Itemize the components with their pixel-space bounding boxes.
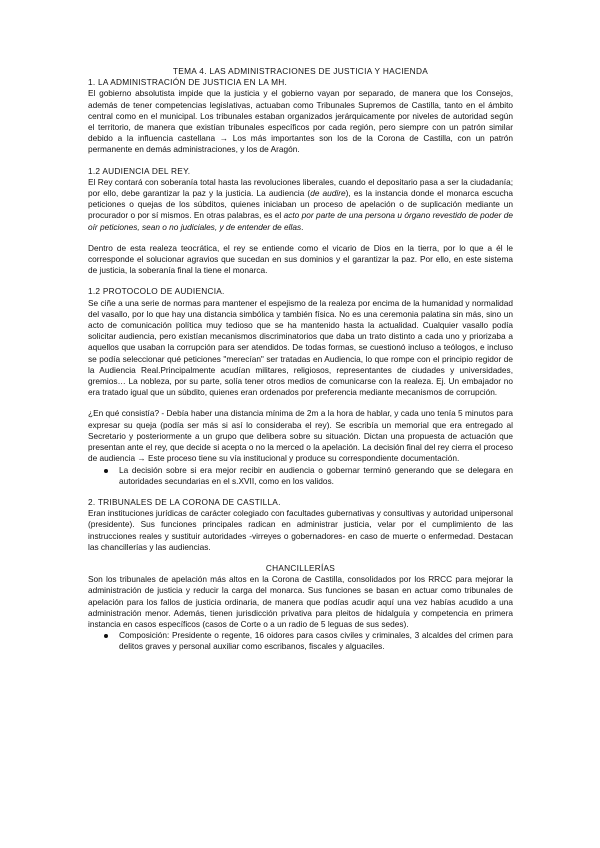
section-heading-protocolo: 1.2 PROTOCOLO DE AUDIENCIA.	[88, 286, 225, 297]
text-run: El Rey contará con soberanía total hasta las revoluciones liberales, cuando el depositario pasa a ser la ciudadanía; por ello, debe garantizar la paz y la justicia. La audiencia (	[88, 176, 513, 199]
paragraph-audiencia-rey	[88, 177, 513, 233]
paragraph-justicia: El gobierno absolutista impide que la justicia y el gobierno vayan por separado, de manera que los Consejos, además de tener competencias legislativas, actuaban como Tribunales Supremos de Castilla, tanto en el ámbito central como en el municipal. Los tribunales estaban organizados jerárquicamente por niveles de autoridad según el territorio, de manera que existían tribunales específicos por cada región, pero siempre con un patrón similar debido a la influencia castellana → Los más importantes son los de la Corona de Castilla, con un patrón permanente en demás administraciones, y los de Aragón.	[88, 88, 513, 155]
bullet-text: La decisión sobre si era mejor recibir en audiencia o gobernar terminó generando que se delegara en autoridades secundarias en el s.XVII, como en los validos.	[119, 464, 513, 486]
paragraph-en-que-consistia: ¿En qué consistía? - Debía haber una distancia mínima de 2m a la hora de hablar, y cada uno tenía 5 minutos para expresar su queja (podía ser más si así lo consideraba el rey). Se escribía un memorial que era entregado al Secretario y posteriormente a un grupo que delibera sobre su situación. Dictan una propuesta de actuación que presentan ante el rey, que decide si acepta o no la merced o la apelación. La decisión final del rey cierra el proceso de audiencia → Este proceso tiene su vía institucional y produce su correspondiente documentación.	[88, 408, 513, 464]
bullet-list-protocolo	[88, 465, 513, 487]
paragraph-realeza-teocratica: Dentro de esta realeza teocrática, el rey se entiende como el vicario de Dios en la tierra, por lo que a él le corresponde el solucionar agravios que sucedan en sus dominios y el garantizar la paz. Por ello, en este sistema de justicia, la soberanía final la tiene el monarca.	[88, 242, 513, 276]
section-heading-tribunales: 2. TRIBUNALES DE LA CORONA DE CASTILLA.	[88, 496, 281, 507]
bullet-text: Composición: Presidente o regente, 16 oidores para casos civiles y criminales, 3 alcaldes del crimen para delitos graves y personal auxiliar como escribanos, fiscales y alguaciles.	[119, 630, 513, 652]
italic-definition: acto por parte de una persona u órgano revestido de poder de oír peticiones, sean o no judiciales, y de entender de ellas	[88, 210, 513, 232]
paragraph-protocolo: Se ciñe a una serie de normas para mantener el espejismo de la realeza por encima de la humanidad y normalidad del vasallo, por lo que hay una distancia simbólica y también física. No es una ceremonia palatina sin más, sino un acto de comunicación política muy tedioso que se ha mantenido hasta la actualidad. Cualquier vasallo podía solicitar audiencia, pero existían mecanismos discriminatorios que daba un trato distinto a cada uno y priorizaba a aquellos que usaban la corrupción para ser atendidos. De todas formas, se cuestionó incluso a teólogos, e incluso se podía seleccionar qué peticiones "merecían" ser tratadas en Audiencia, lo que rompe con el principio regidor de la Audiencia Real.Principalmente acudían militares, religiosos, representantes de ciudades y universidades, gremios… La nobleza, por su parte, solía tener otros medios de comunicarse con la realeza. Ej. Un embajador no era tratado igual que un súbdito, quienes eran ordenados por preferencia mediante mecanismos de corrupción.	[88, 297, 513, 398]
list-item	[88, 465, 513, 487]
list-item	[88, 630, 513, 652]
document-title: TEMA 4. LAS ADMINISTRACIONES DE JUSTICIA Y HACIENDA	[172, 66, 429, 76]
text-run: ), es la instancia donde el monarca escucha peticiones o quejas de los súbditos, quienes iniciaban un proceso de apelación o de suplicación mediante un procurador o por sí mismos. En otras palabras, es el	[88, 188, 513, 221]
bullet-icon	[104, 634, 108, 638]
section-heading-justicia: 1. LA ADMINISTRACIÓN DE JUSTICIA EN LA MH.	[88, 77, 288, 88]
section-heading-chancillerias: CHANCILLERÍAS	[265, 562, 336, 573]
italic-run: de audire	[310, 188, 346, 199]
bullet-list-chancillerias	[88, 630, 513, 652]
document-body	[88, 66, 513, 653]
paragraph-chancillerias: Son los tribunales de apelación más altos en la Corona de Castilla, consolidados por los RRCC para mejorar la administración de justicia y reducir la carga del monarca. Sus funciones se basan en actuar como tribunales de apelación para los fallos de justicia ordinaria, de manera que podías acudir aquí una vez habías acudido a una administración menor. Además, tienen jurisdicción privativa para pleitos de hidalguía y competencia en primera instancia en casos específicos (casos de Corte o a un radio de 5 leguas de sus sedes).	[88, 574, 513, 629]
text-run: .	[301, 221, 304, 232]
bullet-icon	[104, 469, 108, 473]
section-heading-audiencia-rey: 1.2 AUDIENCIA DEL REY.	[88, 165, 191, 176]
paragraph-tribunales: Eran instituciones jurídicas de carácter colegiado con facultades gubernativas y consultivas y autoridad unipersonal (presidente). Sus funciones principales radican en administrar justicia, velar por el cumplimiento de las instrucciones reales y sustituir autoridades -virreyes o gobernadores- en caso de muerte o enfermedad. Destacan las chancillerías y las audiencias.	[88, 508, 513, 552]
